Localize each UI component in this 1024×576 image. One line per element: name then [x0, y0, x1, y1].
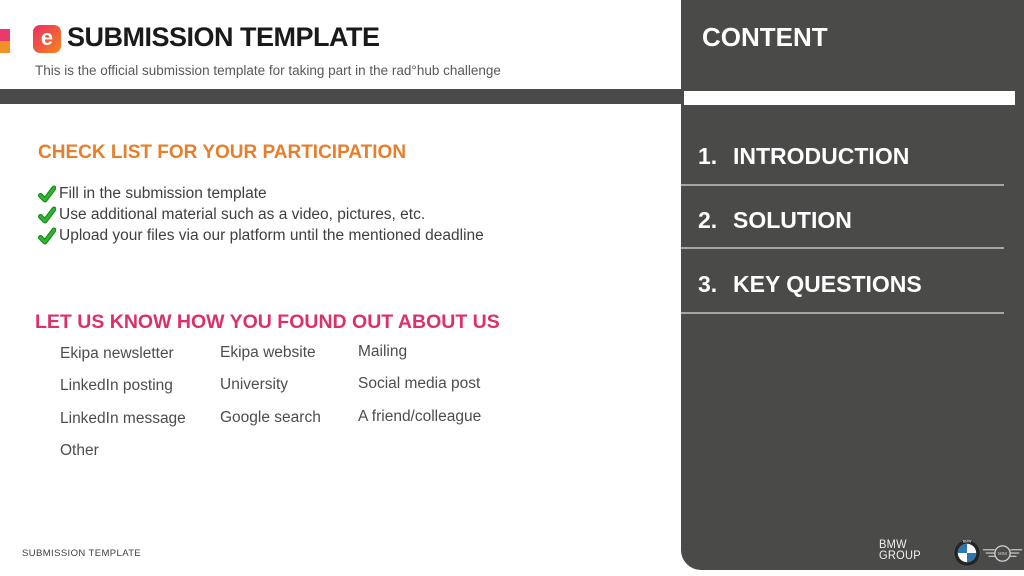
- accent-square-orange: [0, 41, 10, 53]
- bmw-group-wordmark: [879, 539, 921, 561]
- footer-slide-label: SUBMISSION TEMPLATE: [22, 548, 142, 559]
- mini-logo-text: MINI: [998, 550, 1007, 556]
- survey-heading: LET US KNOW HOW YOU FOUND OUT ABOUT US: [35, 311, 500, 333]
- content-item-number: 3.: [698, 271, 718, 297]
- checklist-heading: CHECK LIST FOR YOUR PARTICIPATION: [38, 142, 407, 163]
- page-subtitle: This is the official submission template for taking part in the rad°hub challenge: [35, 63, 501, 78]
- checklist-item: [38, 205, 484, 226]
- bmw-group-line2: GROUP: [879, 548, 921, 562]
- content-separator: [681, 184, 1004, 186]
- mini-logo-icon: [982, 542, 1023, 565]
- content-item-solution: [698, 209, 852, 231]
- checklist-item-label: Use additional material such as a video, pictures, etc.: [59, 206, 426, 224]
- bmw-roundel-text: BMW: [962, 539, 972, 544]
- survey-option: Social media post: [358, 375, 481, 393]
- survey-option: Ekipa newsletter: [60, 345, 174, 362]
- survey-column-1: [60, 338, 186, 467]
- content-panel: [681, 0, 1024, 570]
- content-panel-white-bar: [684, 91, 1015, 105]
- content-separator: [681, 247, 1004, 249]
- content-item-key-questions: [698, 273, 922, 295]
- survey-column-3: [358, 336, 481, 433]
- checklist-item-label: Fill in the submission template: [59, 185, 267, 203]
- check-icon: [38, 185, 56, 203]
- page-title: SUBMISSION TEMPLATE: [67, 22, 380, 52]
- survey-column-2: [220, 337, 321, 434]
- divider-bar: [0, 89, 681, 104]
- logo-letter: e: [40, 25, 54, 50]
- content-item-label: KEY QUESTIONS: [733, 271, 922, 297]
- ekipa-logo-icon: [33, 25, 61, 53]
- bmw-group-line1: BMW: [879, 537, 907, 551]
- survey-option: Ekipa website: [220, 344, 316, 361]
- content-separator: [681, 312, 1004, 314]
- survey-option: Google search: [220, 408, 321, 426]
- checklist-item: [38, 184, 484, 205]
- survey-option: Mailing: [358, 343, 408, 360]
- checklist-item-label: Upload your files via our platform until the mentioned deadline: [59, 226, 484, 244]
- content-panel-title: CONTENT: [702, 22, 828, 52]
- check-icon: [38, 206, 56, 224]
- survey-option: LinkedIn posting: [60, 377, 173, 395]
- content-item-number: 2.: [698, 207, 718, 233]
- survey-option: A friend/colleague: [358, 407, 482, 425]
- checklist: [38, 184, 484, 246]
- content-item-number: 1.: [698, 143, 718, 169]
- survey-option: University: [220, 376, 289, 394]
- accent-square-pink: [0, 29, 10, 41]
- survey-option: LinkedIn message: [60, 409, 186, 427]
- survey-option: Other: [60, 441, 99, 459]
- content-item-introduction: [698, 145, 909, 167]
- content-item-label: SOLUTION: [733, 207, 852, 233]
- check-icon: [38, 227, 56, 245]
- content-item-label: INTRODUCTION: [733, 143, 910, 169]
- checklist-item: [38, 225, 484, 246]
- bmw-roundel-icon: [953, 539, 981, 567]
